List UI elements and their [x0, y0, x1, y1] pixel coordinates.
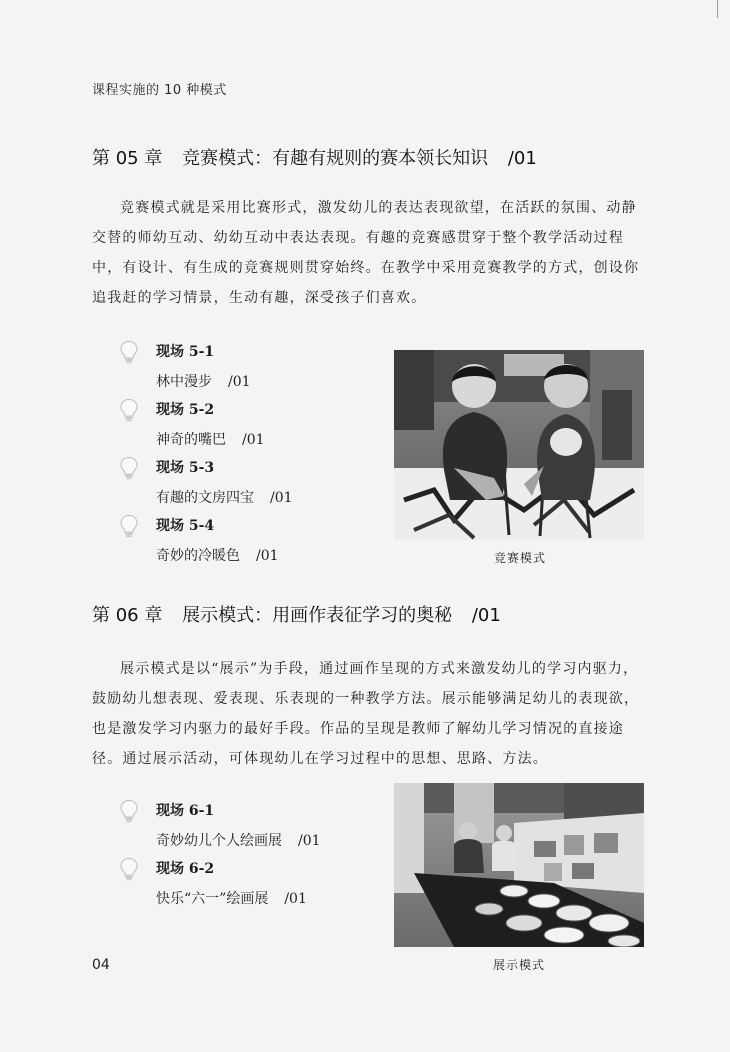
chapter-05-suffix: /01	[507, 148, 537, 169]
page-number: 04	[92, 957, 110, 973]
exhibition-photo-image	[394, 783, 644, 947]
chapter-05-heading	[92, 144, 537, 170]
exhibition-photo-caption: 展示模式	[493, 958, 546, 972]
chapter-06-suffix: /01	[471, 605, 501, 626]
case-label: 现场 5-4	[156, 518, 215, 534]
chapter-05-number: 第 05 章	[92, 148, 163, 169]
case-item[interactable]	[118, 456, 378, 514]
running-head: 课程实施的 10 种模式	[92, 83, 227, 98]
competition-photo	[394, 350, 644, 540]
chapter-06-title: 展示模式：用画作表征学习的奥秘	[182, 605, 453, 626]
competition-photo-image	[394, 350, 644, 540]
case-item[interactable]	[118, 514, 378, 572]
chapter-06-number: 第 06 章	[92, 605, 163, 626]
exhibition-photo	[394, 783, 644, 947]
chapter-05-body: 竞赛模式就是采用比赛形式，激发幼儿的表达表现欲望，在活跃的氛围、动静交替的师幼互动、幼幼互动中表达表现。有趣的竞赛感贯穿于整个教学活动过程中，有设计、有生成的竞赛规则贯穿始终。在教学中采用竞赛教学的方式，创设你追我赶的学习情景，生动有趣，深受孩子们喜欢。	[92, 200, 640, 306]
lightbulb-icon	[118, 340, 140, 364]
case-item[interactable]	[118, 857, 378, 915]
case-title: 快乐“六一”绘画展 /01	[156, 891, 307, 907]
chapter-06-body: 展示模式是以“展示”为手段，通过画作呈现的方式来激发幼儿的学习内驱力，鼓励幼儿想表现、爱表现、乐表现的一种教学方法。展示能够满足幼儿的表现欲，也是激发学习内驱力的最好手段。作品的呈现是教师了解幼儿学习情况的直接途径。通过展示活动，可体现幼儿在学习过程中的思想、思路、方法。	[92, 661, 640, 767]
chapter-06-case-list	[118, 799, 378, 915]
case-label: 现场 5-1	[156, 344, 215, 360]
case-title: 有趣的文房四宝 /01	[156, 490, 293, 506]
case-item[interactable]	[118, 340, 378, 398]
case-item[interactable]	[118, 398, 378, 456]
lightbulb-icon	[118, 514, 140, 538]
case-title: 奇妙幼儿个人绘画展 /01	[156, 833, 321, 849]
case-label: 现场 6-2	[156, 861, 215, 877]
lightbulb-icon	[118, 857, 140, 881]
case-title: 奇妙的冷暖色 /01	[156, 548, 279, 564]
lightbulb-icon	[118, 398, 140, 422]
crop-mark	[717, 0, 718, 18]
case-label: 现场 5-3	[156, 460, 215, 476]
chapter-05-case-list	[118, 340, 378, 572]
lightbulb-icon	[118, 456, 140, 480]
competition-photo-caption: 竞赛模式	[494, 551, 547, 565]
lightbulb-icon	[118, 799, 140, 823]
case-item[interactable]	[118, 799, 378, 857]
chapter-05-title: 竞赛模式：有趣有规则的赛本领长知识	[182, 148, 489, 169]
case-title: 神奇的嘴巴 /01	[156, 432, 265, 448]
case-title: 林中漫步 /01	[156, 374, 251, 390]
case-label: 现场 6-1	[156, 803, 215, 819]
chapter-06-heading	[92, 601, 501, 627]
case-label: 现场 5-2	[156, 402, 215, 418]
